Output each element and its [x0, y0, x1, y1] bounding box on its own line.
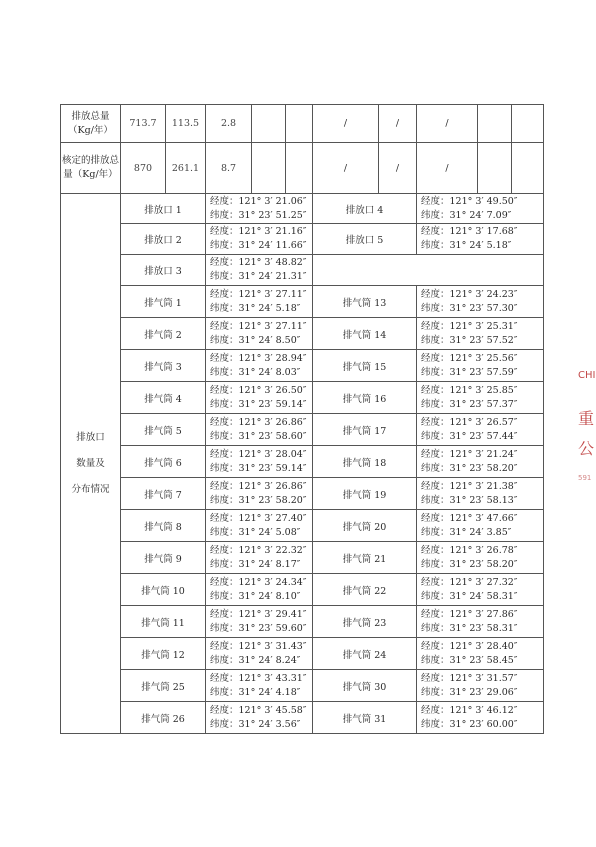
stack-name: 排气筒 16: [313, 382, 417, 414]
stamp-text: 重: [578, 409, 595, 428]
stack-row: [61, 382, 544, 414]
stack-coords: 经度：121° 3′ 27.86″ 纬度：31° 23′ 58.31″: [417, 606, 544, 638]
stamp-text: CHI: [578, 370, 596, 381]
value-cell: /: [313, 105, 379, 143]
total-emission-row: [61, 105, 544, 143]
stack-row: [61, 350, 544, 382]
stamp-text: 公: [578, 439, 595, 458]
stack-coords: 经度：121° 3′ 47.66″ 纬度：31° 24′ 3.85″: [417, 510, 544, 542]
stack-row: [61, 574, 544, 606]
stack-row: [61, 478, 544, 510]
stack-name: 排气筒 17: [313, 414, 417, 446]
stack-name: 排气筒 12: [121, 638, 206, 670]
row-label-approved: 核定的排放总量（Kg/年）: [61, 143, 121, 194]
value-cell: [478, 105, 512, 143]
stack-row: [61, 446, 544, 478]
stack-name: 排气筒 26: [121, 702, 206, 734]
stack-name: 排气筒 9: [121, 542, 206, 574]
value-cell: [252, 143, 286, 194]
stack-name: 排气筒 13: [313, 286, 417, 318]
approved-emission-row: [61, 143, 544, 194]
outlet-coords: 经度：121° 3′ 17.68″ 纬度：31° 24′ 5.18″: [417, 224, 544, 255]
stack-name: 排气筒 11: [121, 606, 206, 638]
value-cell: /: [379, 105, 417, 143]
outlet-name: 排放口 4: [313, 194, 417, 224]
stack-coords: 经度：121° 3′ 25.85″ 纬度：31° 23′ 57.37″: [417, 382, 544, 414]
outlet-row: [61, 255, 544, 286]
stack-coords: 经度：121° 3′ 27.11″ 纬度：31° 24′ 5.18″: [206, 286, 313, 318]
stack-coords: 经度：121° 3′ 21.24″ 纬度：31° 23′ 58.20″: [417, 446, 544, 478]
stack-coords: 经度：121° 3′ 29.41″ 纬度：31° 23′ 59.60″: [206, 606, 313, 638]
stack-name: 排气筒 3: [121, 350, 206, 382]
stack-coords: 经度：121° 3′ 28.40″ 纬度：31° 23′ 58.45″: [417, 638, 544, 670]
stack-coords: 经度：121° 3′ 22.32″ 纬度：31° 24′ 8.17″: [206, 542, 313, 574]
value-cell: /: [417, 105, 478, 143]
stack-coords: 经度：121° 3′ 28.04″ 纬度：31° 23′ 59.14″: [206, 446, 313, 478]
stack-row: [61, 318, 544, 350]
stack-row: [61, 702, 544, 734]
outlet-coords: 经度：121° 3′ 21.16″ 纬度：31° 24′ 11.66″: [206, 224, 313, 255]
stack-coords: 经度：121° 3′ 45.58″ 纬度：31° 24′ 3.56″: [206, 702, 313, 734]
stack-name: 排气筒 23: [313, 606, 417, 638]
outlet-coords: 经度：121° 3′ 48.82″ 纬度：31° 24′ 21.31″: [206, 255, 313, 286]
stack-name: 排气筒 2: [121, 318, 206, 350]
stack-coords: 经度：121° 3′ 27.11″ 纬度：31° 24′ 8.50″: [206, 318, 313, 350]
value-cell: 870: [121, 143, 166, 194]
stack-name: 排气筒 25: [121, 670, 206, 702]
stack-name: 排气筒 7: [121, 478, 206, 510]
outlet-coords: 经度：121° 3′ 49.50″ 纬度：31° 24′ 7.09″: [417, 194, 544, 224]
value-cell: [286, 143, 313, 194]
stack-name: 排气筒 8: [121, 510, 206, 542]
stack-coords: 经度：121° 3′ 31.43″ 纬度：31° 24′ 8.24″: [206, 638, 313, 670]
stack-name: 排气筒 6: [121, 446, 206, 478]
value-cell: 2.8: [206, 105, 252, 143]
value-cell: /: [417, 143, 478, 194]
outlet-name: 排放口 1: [121, 194, 206, 224]
stack-name: 排气筒 18: [313, 446, 417, 478]
stack-row: [61, 286, 544, 318]
stack-coords: 经度：121° 3′ 27.40″ 纬度：31° 24′ 5.08″: [206, 510, 313, 542]
stack-name: 排气筒 4: [121, 382, 206, 414]
outlet-name: 排放口 3: [121, 255, 206, 286]
stack-name: 排气筒 24: [313, 638, 417, 670]
stack-name: 排气筒 19: [313, 478, 417, 510]
value-cell: /: [379, 143, 417, 194]
value-cell: 261.1: [166, 143, 206, 194]
stack-coords: 经度：121° 3′ 25.31″ 纬度：31° 23′ 57.52″: [417, 318, 544, 350]
outlet-coords: 经度：121° 3′ 21.06″ 纬度：31° 23′ 51.25″: [206, 194, 313, 224]
row-label-total: 排放总量（Kg/年）: [61, 105, 121, 143]
stack-row: [61, 510, 544, 542]
stack-coords: 经度：121° 3′ 28.94″ 纬度：31° 24′ 8.03″: [206, 350, 313, 382]
stack-name: 排气筒 1: [121, 286, 206, 318]
stack-coords: 经度：121° 3′ 26.50″ 纬度：31° 23′ 59.14″: [206, 382, 313, 414]
value-cell: 113.5: [166, 105, 206, 143]
stack-row: [61, 638, 544, 670]
value-cell: [512, 105, 544, 143]
stack-coords: 经度：121° 3′ 43.31″ 纬度：31° 24′ 4.18″: [206, 670, 313, 702]
stack-coords: 经度：121° 3′ 27.32″ 纬度：31° 24′ 58.31″: [417, 574, 544, 606]
outlet-name: 排放口 2: [121, 224, 206, 255]
outlet-row: [61, 224, 544, 255]
stack-name: 排气筒 20: [313, 510, 417, 542]
stack-coords: 经度：121° 3′ 26.86″ 纬度：31° 23′ 58.20″: [206, 478, 313, 510]
value-cell: [252, 105, 286, 143]
stack-name: 排气筒 21: [313, 542, 417, 574]
stack-row: [61, 606, 544, 638]
stack-coords: 经度：121° 3′ 26.57″ 纬度：31° 23′ 57.44″: [417, 414, 544, 446]
stack-coords: 经度：121° 3′ 26.78″ 纬度：31° 23′ 58.20″: [417, 542, 544, 574]
value-cell: 713.7: [121, 105, 166, 143]
stack-name: 排气筒 15: [313, 350, 417, 382]
value-cell: [478, 143, 512, 194]
value-cell: [512, 143, 544, 194]
value-cell: /: [313, 143, 379, 194]
section-label-outlets: 排放口 数量及 分布情况: [61, 194, 121, 734]
stamp-text: 591: [578, 474, 592, 482]
outlet-name: 排放口 5: [313, 224, 417, 255]
red-seal-stamp: [572, 370, 596, 490]
stack-coords: 经度：121° 3′ 31.57″ 纬度：31° 23′ 29.06″: [417, 670, 544, 702]
stack-coords: 经度：121° 3′ 46.12″ 纬度：31° 23′ 60.00″: [417, 702, 544, 734]
stack-name: 排气筒 14: [313, 318, 417, 350]
stack-name: 排气筒 10: [121, 574, 206, 606]
stack-name: 排气筒 22: [313, 574, 417, 606]
value-cell: [286, 105, 313, 143]
stack-row: [61, 414, 544, 446]
stack-coords: 经度：121° 3′ 25.56″ 纬度：31° 23′ 57.59″: [417, 350, 544, 382]
outlet-row: [61, 194, 544, 224]
stack-name: 排气筒 5: [121, 414, 206, 446]
stack-coords: 经度：121° 3′ 21.38″ 纬度：31° 23′ 58.13″: [417, 478, 544, 510]
emission-table: [60, 104, 544, 734]
stack-row: [61, 670, 544, 702]
stack-coords: 经度：121° 3′ 24.34″ 纬度：31° 24′ 8.10″: [206, 574, 313, 606]
stack-name: 排气筒 30: [313, 670, 417, 702]
stack-coords: 经度：121° 3′ 26.86″ 纬度：31° 23′ 58.60″: [206, 414, 313, 446]
empty-cell: [313, 255, 544, 286]
stack-coords: 经度：121° 3′ 24.23″ 纬度：31° 23′ 57.30″: [417, 286, 544, 318]
stack-row: [61, 542, 544, 574]
value-cell: 8.7: [206, 143, 252, 194]
stack-name: 排气筒 31: [313, 702, 417, 734]
